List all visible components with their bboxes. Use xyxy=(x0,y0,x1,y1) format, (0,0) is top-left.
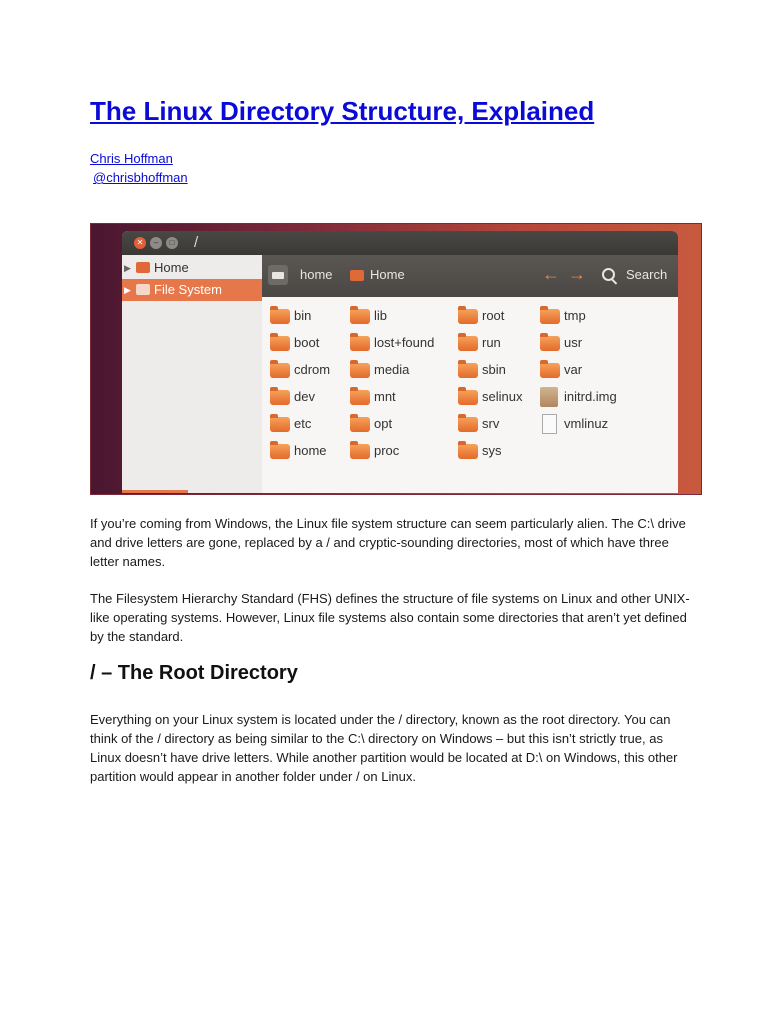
author-link[interactable]: Chris Hoffman xyxy=(90,151,173,166)
root-paragraph: Everything on your Linux system is located under the / directory, known as the root directory. You can think of the / directory as being similar to the C:\ directory on Windows – but this isn’t strictly true, as Linux doesn’t have drive letters. While another partition would be located at D:\ on Windows, this other partition would appear in another folder under / on Linux. xyxy=(90,712,678,784)
file-name: root xyxy=(482,308,505,323)
file-name: run xyxy=(482,335,501,350)
intro-paragraph: If you’re coming from Windows, the Linux file system structure can seem particularly alien. The C:\ drive and drive letters are gone, replaced by a / and cryptic-sounding directories, most of which have three letter names. xyxy=(90,516,686,569)
expand-arrow-icon[interactable]: ▶ xyxy=(124,263,131,273)
file-name: media xyxy=(374,362,410,377)
text-file-icon xyxy=(542,414,557,434)
folder-icon xyxy=(270,309,290,324)
folder-icon xyxy=(270,363,290,378)
file-manager-screenshot xyxy=(90,223,702,495)
breadcrumb-home-folder[interactable]: Home xyxy=(370,267,405,282)
file-name: opt xyxy=(374,416,393,431)
file-name: var xyxy=(564,362,583,377)
drive-icon xyxy=(136,284,150,295)
sidebar-scrollbar[interactable] xyxy=(122,490,188,493)
fhs-paragraph: The Filesystem Hierarchy Standard (FHS) defines the structure of file systems on Linux and other UNIX-like operating systems. However, Linux file systems also contain some directories that aren’t yet defined by the standard. xyxy=(90,591,690,644)
file-name: etc xyxy=(294,416,312,431)
file-name: dev xyxy=(294,389,315,404)
file-name: lost+found xyxy=(374,335,435,350)
directory-content xyxy=(262,297,678,493)
section-heading-root: / – The Root Directory xyxy=(90,662,298,684)
file-name: home xyxy=(294,443,327,458)
folder-icon xyxy=(458,363,478,378)
forward-arrow-icon[interactable]: → xyxy=(568,264,586,284)
window-title: / xyxy=(194,234,199,251)
sidebar-item-label: Home xyxy=(154,260,189,275)
folder-icon xyxy=(458,417,478,432)
folder-icon xyxy=(350,363,370,378)
file-manager-window xyxy=(122,231,678,493)
folder-icon xyxy=(270,417,290,432)
file-name: selinux xyxy=(482,389,523,404)
file-name: bin xyxy=(294,308,312,323)
folder-icon xyxy=(270,336,290,351)
home-folder-icon xyxy=(136,262,150,273)
back-arrow-icon[interactable]: ← xyxy=(542,264,560,284)
article-title[interactable]: The Linux Directory Structure, Explained xyxy=(90,96,595,126)
image-file-icon xyxy=(540,387,558,407)
places-sidebar xyxy=(122,255,263,493)
folder-icon xyxy=(540,363,560,378)
breadcrumb-home[interactable]: home xyxy=(300,267,333,282)
file-name: boot xyxy=(294,335,320,350)
window-titlebar xyxy=(122,231,678,255)
maximize-icon[interactable]: □ xyxy=(166,237,178,249)
file-name: tmp xyxy=(564,308,586,323)
home-folder-icon xyxy=(350,270,364,281)
sidebar-item-file-system[interactable] xyxy=(122,279,262,301)
file-name: usr xyxy=(564,335,583,350)
file-name: lib xyxy=(374,308,388,323)
search-icon[interactable] xyxy=(602,268,615,281)
folder-icon xyxy=(350,390,370,405)
close-icon[interactable]: ✕ xyxy=(134,237,146,249)
file-name: srv xyxy=(482,416,500,431)
folder-icon xyxy=(458,309,478,324)
toolbar xyxy=(262,255,678,297)
search-button-label[interactable]: Search xyxy=(626,267,668,282)
file-name: initrd.img xyxy=(564,389,617,404)
folder-icon xyxy=(458,336,478,351)
folder-icon xyxy=(458,444,478,459)
expand-arrow-icon[interactable]: ▶ xyxy=(124,285,131,295)
folder-icon xyxy=(350,444,370,459)
folder-icon xyxy=(458,390,478,405)
file-name: proc xyxy=(374,443,400,458)
folder-icon xyxy=(350,336,370,351)
drive-icon[interactable] xyxy=(268,265,288,285)
file-name: vmlinuz xyxy=(564,416,609,431)
file-name: sbin xyxy=(482,362,506,377)
file-name: mnt xyxy=(374,389,396,404)
file-name: cdrom xyxy=(294,362,331,377)
minimize-icon[interactable]: – xyxy=(150,237,162,249)
folder-icon xyxy=(270,390,290,405)
folder-icon xyxy=(270,444,290,459)
folder-icon xyxy=(350,309,370,324)
folder-icon xyxy=(540,336,560,351)
sidebar-item-label: File System xyxy=(154,282,222,297)
folder-icon xyxy=(350,417,370,432)
author-handle-link[interactable]: @chrisbhoffman xyxy=(93,170,188,185)
file-name: sys xyxy=(482,443,502,458)
folder-icon xyxy=(540,309,560,324)
sidebar-item-home[interactable] xyxy=(122,257,262,279)
